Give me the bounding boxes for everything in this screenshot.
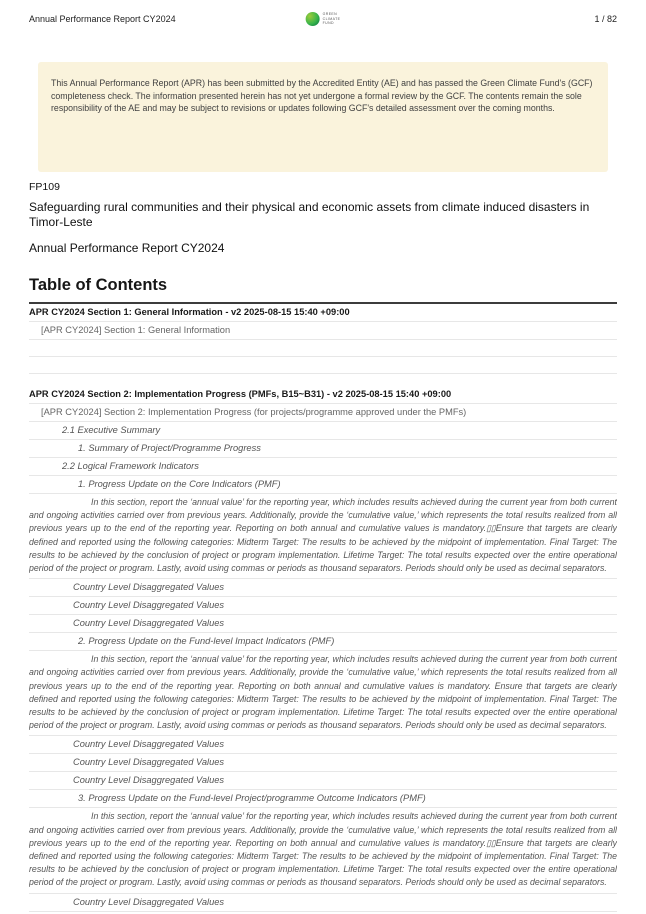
toc-entry: [APR CY2024] Section 1: General Information	[29, 322, 617, 340]
toc-entry: 1. Progress Update on the Core Indicators (PMF)	[29, 476, 617, 494]
toc-entry: [APR CY2024] Section 2: Implementation Progress (for projects/programme approved under the PMFs)	[29, 404, 617, 422]
gcf-logo-line: CLIMATE	[322, 16, 341, 21]
toc-entry: Country Level Disaggregated Values	[29, 894, 617, 912]
table-of-contents	[29, 276, 617, 912]
toc-entry: Country Level Disaggregated Values	[29, 736, 617, 754]
toc-entry: 2.2 Logical Framework Indicators	[29, 458, 617, 476]
toc-entry: APR CY2024 Section 2: Implementation Progress (PMFs, B15~B31) - v2 2025-08-15 15:40 +09:00	[29, 386, 617, 404]
header-report-title: Annual Performance Report CY2024	[29, 14, 176, 24]
project-title: Safeguarding rural communities and their physical and economic assets from climate induced disasters in Timor-Leste	[29, 200, 590, 229]
toc-instruction-paragraph: In this section, report the ‘annual value’ for the reporting year, which includes results achieved during the current year from both current and ongoing activities carried over from previous years. Additionally, provide the ‘cumulative value,’ which represents the total results realized from all previous years up to the end of the reporting year. Reporting on both annual and cumulative values is mandatory.▯▯Ensure that targets are clearly defined and reported using the following categories: Midterm Target: The results to be achieved by the midpoint of implementation. Final Target: The results to be achieved by the conclusion of project or program implementation. Lifetime Target: The total results expected over the entire operational period of the project or program. Lastly, avoid using commas or periods as thousand separators. Periods should only be used as decimal separators.	[29, 808, 617, 893]
toc-entry: Country Level Disaggregated Values	[29, 615, 617, 633]
toc-group	[29, 304, 617, 374]
report-title: Annual Performance Report CY2024	[29, 241, 225, 255]
toc-entry: 3. Progress Update on the Fund-level Project/programme Outcome Indicators (PMF)	[29, 790, 617, 808]
submission-notice-text: This Annual Performance Report (APR) has been submitted by the Accredited Entity (AE) and has passed the Green Climate Fund's (GCF) completeness check. The information presented herein has not yet undergone a formal review by the GCF. The contents remain the sole responsibility of the AE and may be subject to revisions or updates following GCF's detailed assessment over the coming months.	[51, 78, 593, 113]
submission-notice-box	[38, 62, 608, 172]
toc-entry: Country Level Disaggregated Values	[29, 579, 617, 597]
page-number: 1 / 82	[594, 14, 617, 24]
toc-instruction-paragraph: In this section, report the ‘annual value’ for the reporting year, which includes results achieved during the current year from both current and ongoing activities carried over from previous years. Additionally, provide the ‘cumulative value,’ which represents the total results realized from all previous years up to the end of the reporting year. Reporting on both annual and cumulative values is mandatory. Ensure that targets are clearly defined and reported using the following categories: Midterm Target: The results to be achieved by the midpoint of implementation. Final Target: The results to be achieved by the conclusion of project or program implementation. Lifetime Target: The total results expected over the entire operational period of the project or program. Lastly, avoid using commas or periods as thousand separators. Periods should only be used as decimal separators.	[29, 651, 617, 736]
toc-entry: Country Level Disaggregated Values	[29, 754, 617, 772]
toc-rows	[29, 304, 617, 912]
toc-entry: Country Level Disaggregated Values	[29, 772, 617, 790]
toc-entry: 2.1 Executive Summary	[29, 422, 617, 440]
toc-group	[29, 386, 617, 912]
toc-entry: 2. Progress Update on the Fund-level Impact Indicators (PMF)	[29, 633, 617, 651]
gcf-globe-icon	[306, 12, 320, 26]
toc-entry: Country Level Disaggregated Values	[29, 597, 617, 615]
toc-entry: APR CY2024 Section 1: General Information - v2 2025-08-15 15:40 +09:00	[29, 304, 617, 322]
toc-heading: Table of Contents	[29, 276, 617, 304]
gcf-logo-line: GREEN	[322, 12, 338, 17]
toc-empty-row	[29, 357, 617, 374]
gcf-logo	[306, 12, 341, 26]
gcf-logo-text	[323, 12, 341, 26]
gcf-logo-line: FUND	[322, 21, 334, 26]
toc-empty-row	[29, 340, 617, 357]
title-block	[29, 180, 617, 255]
toc-instruction-paragraph: In this section, report the ‘annual value’ for the reporting year, which includes results achieved during the current year from both current and ongoing activities carried over from previous years. Additionally, provide the ‘cumulative value,’ which represents the total results realized from all previous years up to the end of the reporting year. Reporting on both annual and cumulative values is mandatory.▯▯Ensure that targets are clearly defined and reported using the following categories: Midterm Target: The results to be achieved by the midpoint of implementation. Final Target: The results to be achieved by the conclusion of project or program implementation. Lifetime Target: The total results expected over the entire operational period of the project or program. Lastly, avoid using commas or periods as thousand separators. Periods should only be used as decimal separators.	[29, 494, 617, 579]
page-header	[29, 12, 617, 32]
project-id: FP109	[29, 181, 60, 193]
toc-entry: 1. Summary of Project/Programme Progress	[29, 440, 617, 458]
